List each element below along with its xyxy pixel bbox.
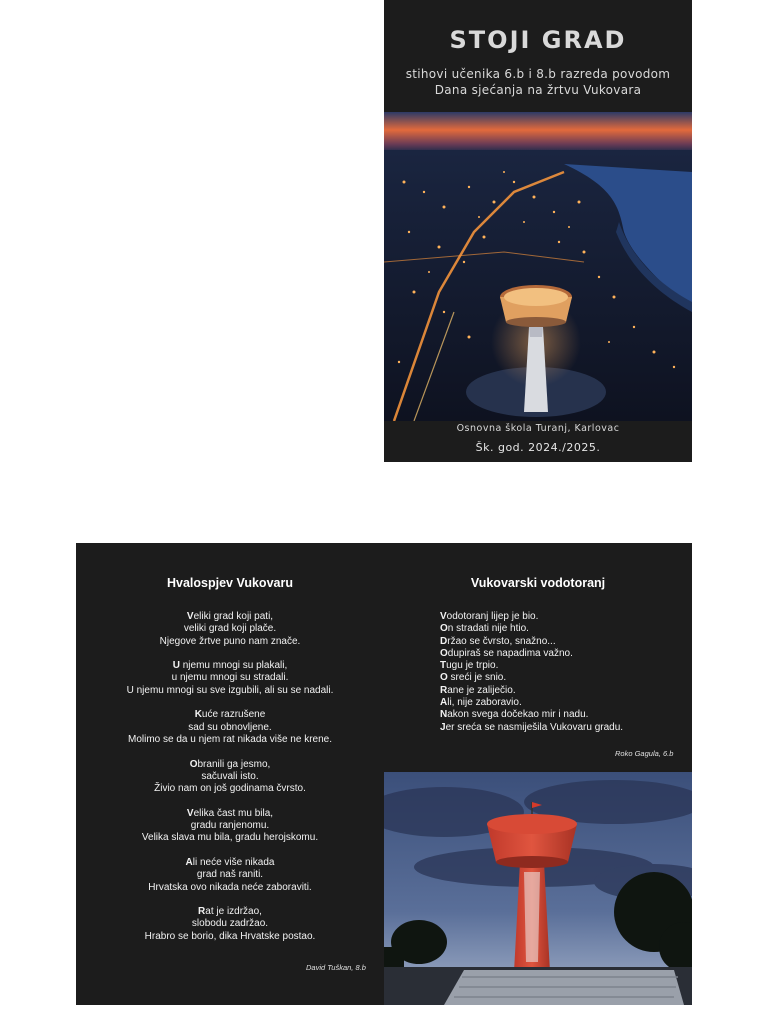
- cover-subtitle-line: Dana sjećanja na žrtvu Vukovara: [434, 83, 642, 97]
- poem-line: gradu ranjenomu.: [190, 820, 270, 832]
- poem-line: Hrabro se borio, dika Hrvatske postao.: [144, 930, 316, 942]
- poem1-stanza: [76, 611, 384, 648]
- poem-line: Tugu je trpio.: [440, 660, 499, 672]
- poem-line: U njemu mnogi su sve izgubili, ali su se nadali.: [126, 684, 334, 696]
- poem-line: Kuće razrušene: [194, 709, 266, 721]
- poems-spread: [76, 543, 692, 1005]
- poem-line: Rane je zaliječio.: [440, 684, 516, 696]
- poem-line: U njemu mnogi su plakali,: [172, 660, 288, 672]
- poem-line: Njegove žrtve puno nam znače.: [159, 635, 301, 647]
- poem-line: Držao se čvrsto, snažno...: [440, 635, 556, 647]
- cover-photo-night-city-water-tower: [384, 112, 692, 421]
- poem1-body: [76, 611, 384, 955]
- cover-page: [384, 0, 692, 462]
- poem-line: Velika čast mu bila,: [186, 807, 274, 819]
- poem-line: On stradati nije htio.: [440, 623, 529, 635]
- poem1-stanza: [76, 709, 384, 746]
- poem-line: Živio nam on još godinama čvrsto.: [154, 783, 306, 795]
- water-tower-illustration: [384, 772, 692, 1005]
- poem-line: Hrvatska ovo nikada neće zaboraviti.: [148, 881, 312, 893]
- poem-line: Rat je izdržao,: [198, 906, 262, 918]
- poem1-stanza: [76, 808, 384, 845]
- cover-school: Osnovna škola Turanj, Karlovac: [456, 423, 620, 434]
- poem2-title: Vukovarski vodotoranj: [470, 576, 606, 590]
- cover-subtitle-line: stihovi učenika 6.b i 8.b razreda povodom: [405, 67, 671, 81]
- cover-subtitle: [384, 66, 692, 98]
- poem-line: Ali neće više nikada: [185, 856, 275, 868]
- night-city-illustration: [384, 112, 692, 421]
- water-tower-photo: [384, 772, 692, 1005]
- poem2-body: [440, 611, 623, 734]
- poem-line: Nakon svega dočekao mir i nadu.: [440, 709, 589, 721]
- poem1-author: David Tuškan, 8.b: [306, 963, 366, 972]
- poem-line: u njemu mnogi su stradali.: [171, 672, 289, 684]
- poem-line: Veliki grad koji pati,: [186, 611, 274, 622]
- poem-line: Molimo se da u njem rat nikada više ne krene.: [128, 733, 332, 745]
- poem-line: sad su obnovljene.: [188, 721, 272, 733]
- cover-school-year: Šk. god. 2024./2025.: [475, 441, 601, 454]
- poem-line: slobodu zadržao.: [191, 918, 269, 930]
- poem-line: Jer sreća se nasmiješila Vukovaru gradu.: [440, 721, 624, 733]
- poem-line: veliki grad koji plače.: [183, 623, 277, 635]
- poem2-author: Roko Gagula, 6.b: [615, 749, 674, 758]
- poem1-stanza: [76, 906, 384, 943]
- poem1-stanza: [76, 857, 384, 894]
- poem1-stanza: [76, 660, 384, 697]
- poem-line: Velika slava mu bila, gradu herojskomu.: [141, 832, 319, 844]
- poem-line: Vodotoranj lijep je bio.: [440, 611, 539, 622]
- poem-line: O sreći je snio.: [440, 672, 507, 684]
- cover-title: STOJI GRAD: [449, 26, 627, 54]
- poem-line: Obranili ga jesmo,: [189, 758, 271, 770]
- poem-line: Odupiraš se napadima važno.: [440, 647, 573, 659]
- poem-line: Ali, nije zaboravio.: [440, 697, 522, 709]
- poem-line: sačuvali isto.: [201, 770, 259, 782]
- poem-line: grad naš raniti.: [196, 869, 264, 881]
- poem1-title: Hvalospjev Vukovaru: [167, 576, 293, 590]
- poem1-stanza: [76, 759, 384, 796]
